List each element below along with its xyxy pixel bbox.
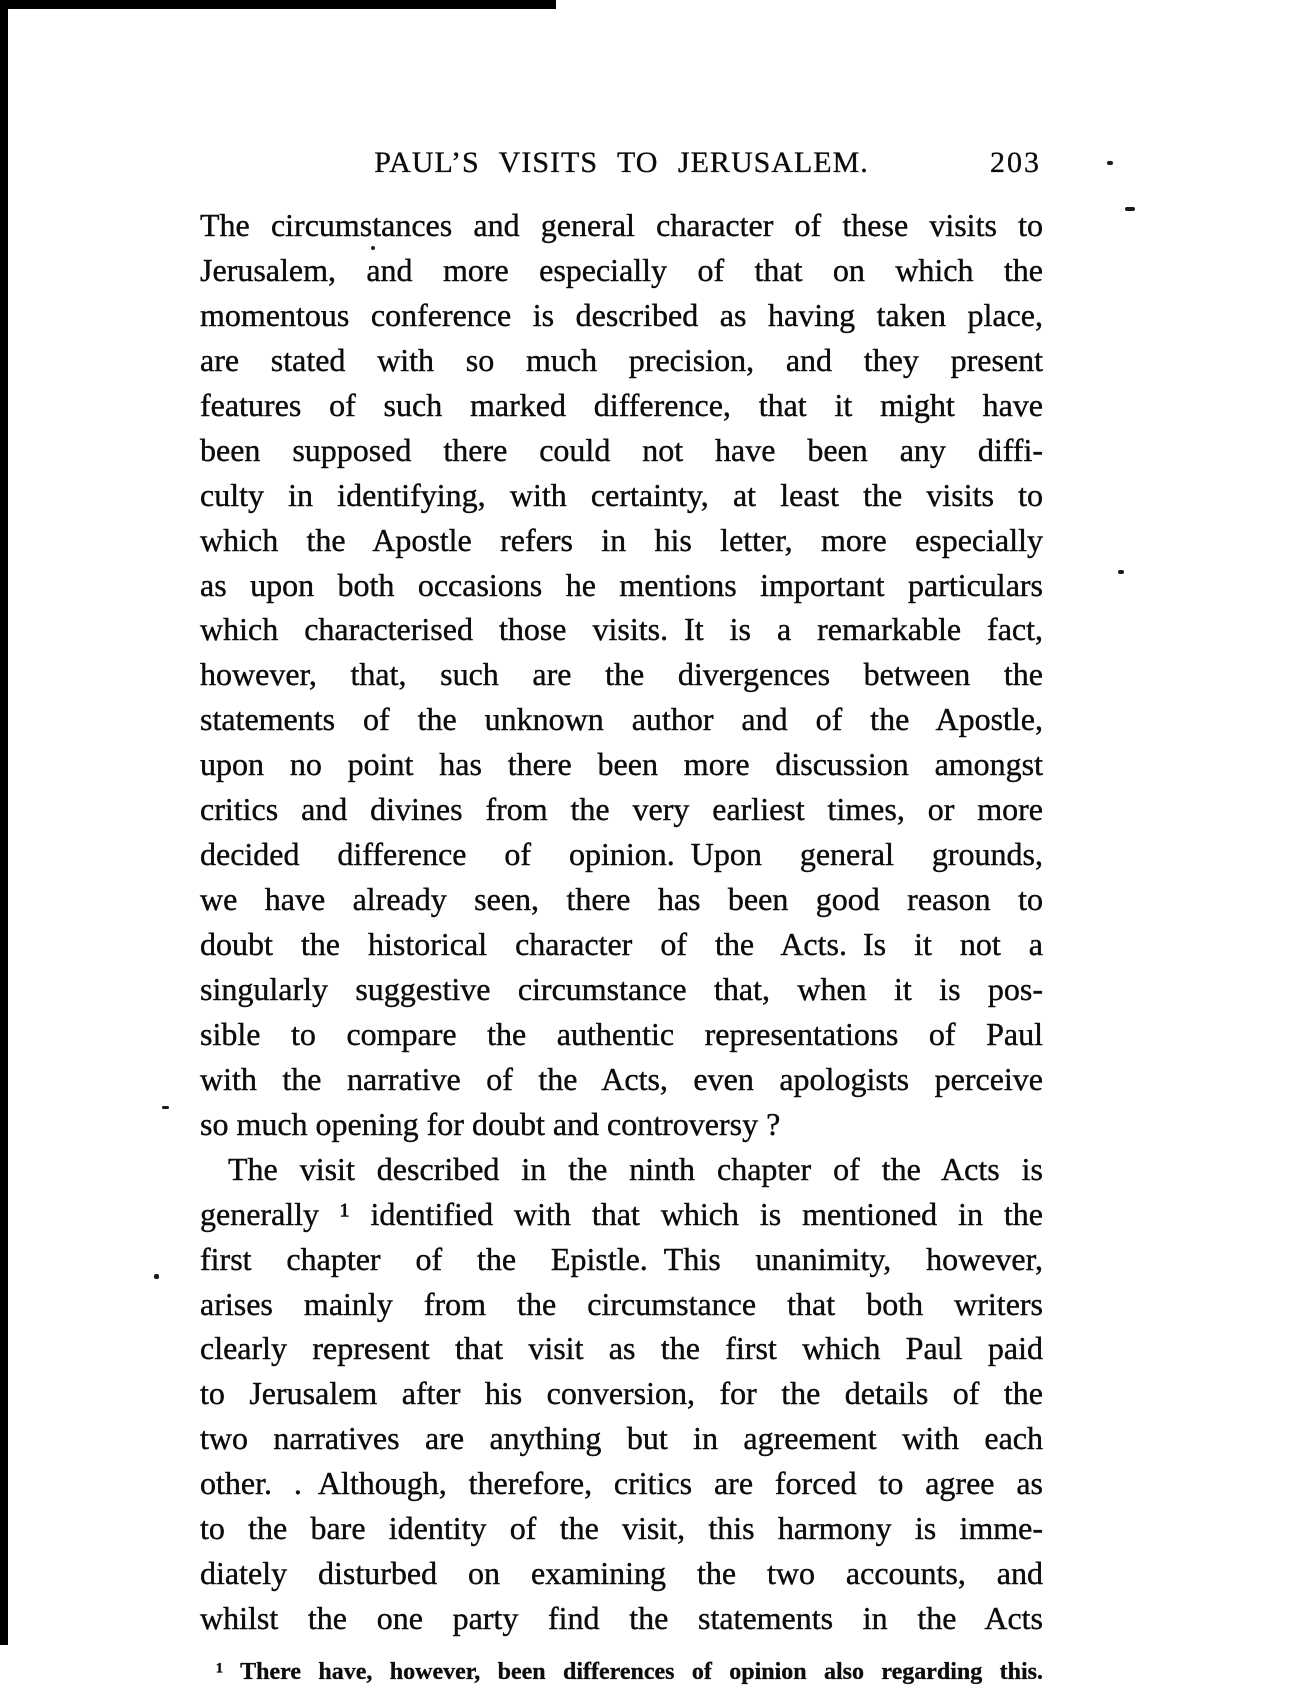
text-line: singularly suggestive circumstance that, when it is pos- (200, 970, 1043, 1007)
scan-artifact-top-bar (0, 0, 556, 9)
text-line: diately disturbed on examining the two accounts, and (200, 1555, 1043, 1592)
footnote (200, 1652, 1043, 1692)
text-line: Jerusalem, and more especially of that on which the (200, 251, 1043, 288)
text-line: to the bare identity of the visit, this harmony is imme- (200, 1510, 1043, 1547)
text-line: however, that, such are the divergences between the (200, 656, 1043, 693)
text-line: sible to compare the authentic representations of Paul (200, 1015, 1043, 1052)
scan-speck (162, 1106, 169, 1109)
text-line: with the narrative of the Acts, even apologists perceive (200, 1060, 1043, 1097)
text-line: upon no point has there been more discussion amongst (200, 746, 1043, 783)
footnote-text: ¹ There have, however, been differences of opinion also regarding this. (216, 1659, 1043, 1685)
body-text (200, 203, 1043, 1641)
text-line: whilst the one party find the statements in the Acts (200, 1600, 1043, 1637)
text-line: other. . Although, therefore, critics are forced to agree as (200, 1465, 1043, 1502)
scan-speck (1118, 570, 1124, 574)
text-line: The visit described in the ninth chapter of the Acts is (228, 1150, 1043, 1187)
text-line: as upon both occasions he mentions important particulars (200, 566, 1043, 603)
text-line: features of such marked difference, that it might have (200, 386, 1043, 423)
text-line: arises mainly from the circumstance that both writers (200, 1285, 1043, 1322)
text-line: which the Apostle refers in his letter, more especially (200, 521, 1043, 558)
text-line: so much opening for doubt and controversy ? (200, 1105, 781, 1142)
scan-artifact-left-bar (0, 0, 8, 1645)
text-line: to Jerusalem after his conversion, for the details of the (200, 1375, 1043, 1412)
text-line: been supposed there could not have been any diffi- (200, 431, 1043, 468)
text-line: statements of the unknown author and of the Apostle, (200, 701, 1043, 738)
scan-speck (1125, 207, 1135, 211)
text-line: decided difference of opinion. Upon general grounds, (200, 836, 1043, 873)
text-line: which characterised those visits. It is a remarkable fact, (200, 611, 1043, 648)
running-head (200, 146, 1043, 180)
text-line: momentous conference is described as having taken place, (200, 296, 1043, 333)
text-line: critics and divines from the very earliest times, or more (200, 791, 1043, 828)
scan-speck (1107, 161, 1113, 165)
text-line: we have already seen, there has been good reason to (200, 881, 1043, 918)
text-line: are stated with so much precision, and they present (200, 341, 1043, 378)
text-line: first chapter of the Epistle. This unanimity, however, (200, 1240, 1043, 1277)
text-line: The circumstances and general character of these visits to (200, 207, 1043, 243)
text-line: two narratives are anything but in agreement with each (200, 1420, 1043, 1457)
running-title: PAUL’S VISITS TO JERUSALEM. (374, 146, 869, 179)
text-line: clearly represent that visit as the first which Paul paid (200, 1330, 1043, 1367)
text-line: generally ¹ identified with that which is mentioned in the (200, 1195, 1043, 1232)
text-line: doubt the historical character of the Acts. Is it not a (200, 926, 1043, 962)
page-number: 203 (990, 146, 1041, 179)
text-line: culty in identifying, with certainty, at least the visits to (200, 476, 1043, 513)
scan-speck (154, 1274, 159, 1279)
